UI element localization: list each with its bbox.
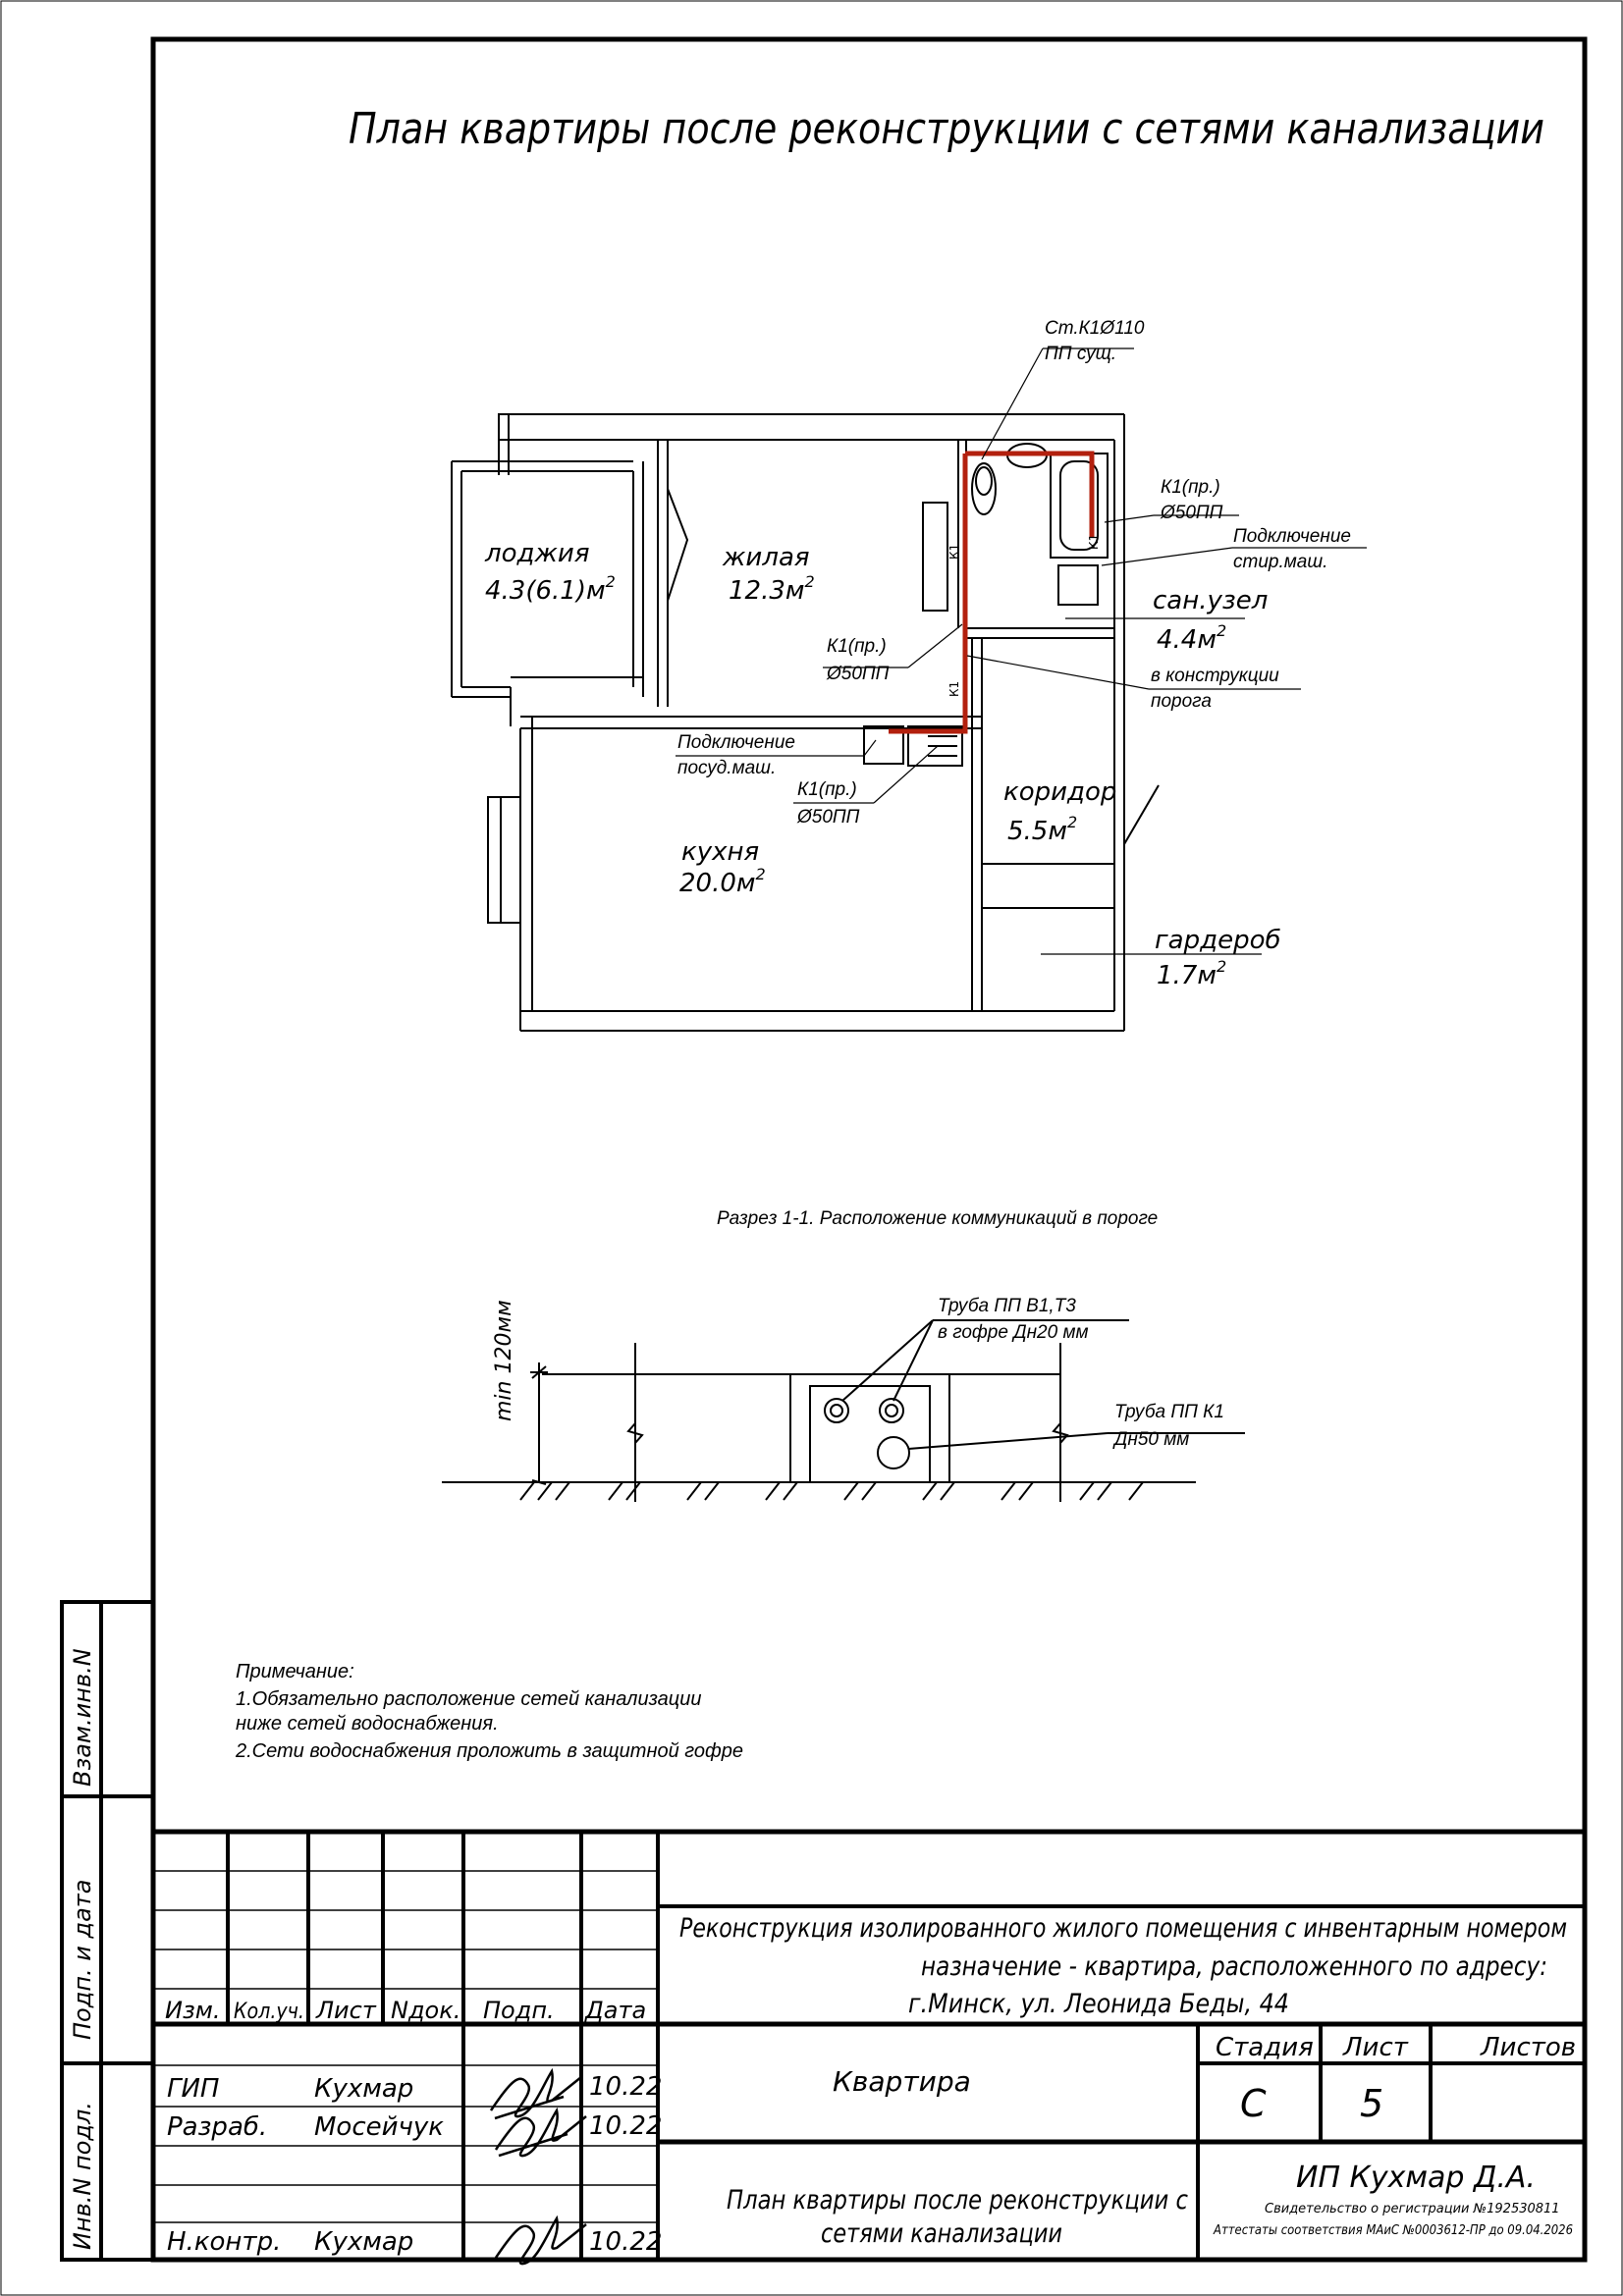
callout-k1-bath-l2: Ø50ПП [1161,503,1223,523]
pipe-tag: К1 [1087,533,1101,550]
room-wardrobe-name: гардероб [1155,926,1281,955]
tb-org: ИП Кухмар Д.А. [1296,2161,1536,2195]
room-kitchen-name: кухня [681,837,760,867]
tb-drawing-l1: План квартиры после реконструкции с [727,2185,1189,2216]
water-pipe-label: Труба ПП В1,Т3 [938,1296,1076,1316]
room-bath-name: сан.узел [1153,586,1269,615]
tb-row2-name: Мосейчук [314,2112,444,2142]
sewer-pipe-label: Труба ПП К1 [1114,1402,1224,1422]
tb-row2-role: Разраб. [167,2112,268,2142]
tb-row1-role: ГИП [167,2074,220,2104]
sewer-pipe [965,454,1092,538]
tb-hdr-podp: Подп. [483,1997,555,2024]
room-living-name: жилая [723,543,810,572]
tb-row2-date: 10.22 [589,2111,663,2141]
tb-org-l2: Свидетельство о регистрации №192530811 [1265,2202,1560,2216]
tb-hdr-list: Лист [316,1997,376,2024]
pipe-tag: К1 [947,680,961,697]
room-bath-area: $4.4м^2$ [1157,621,1227,655]
callout-dishwasher-l2: посуд.маш. [677,758,777,778]
tb-hdr-ndok: Nдок. [391,1997,461,2024]
tb-sheet: 5 [1360,2082,1384,2125]
tb-project-l1: Реконструкция изолированного жилого помещения с инвентарным номером [679,1913,1567,1944]
callout-riser: Ст.К1Ø110 [1045,318,1145,339]
callout-riser-l2: ПП сущ. [1045,344,1117,364]
tb-row3-name: Кухмар [314,2227,414,2257]
callout-washer: Подключение [1233,526,1351,547]
room-corridor-area: $5.5м^2$ [1007,813,1078,846]
callout-threshold: в конструкции [1151,666,1279,686]
notes-heading: Примечание: [236,1661,354,1682]
tb-project-l3: г.Минск, ул. Леонида Беды, 44 [908,1989,1289,2019]
pipe-tag: К1 [947,543,961,560]
callout-k1-mid-l2: Ø50ПП [827,664,890,684]
callout-washer-l2: стир.маш. [1233,552,1328,572]
callout-k1-kitchen: К1(пр.) [797,779,857,800]
callout-k1-mid: К1(пр.) [827,636,887,657]
floor-plan [452,318,1367,1031]
notes-line: ниже сетей водоснабжения. [236,1713,499,1735]
tb-project-l2: назначение - квартира, расположенного по адресу: [921,1951,1547,1982]
tb-stage: С [1240,2082,1267,2125]
tb-hdr-koluch: Кол.уч. [234,2000,304,2024]
stamp-inv: Инв.N подл. [69,2102,96,2250]
tb-hdr-data: Дата [585,1997,647,2024]
tb-hdr-izm: Изм. [165,1997,221,2024]
stamp-podp: Подп. и дата [69,1879,96,2040]
room-wardrobe-area: $1.7м^2$ [1157,957,1227,990]
section-1-1 [442,1208,1245,1502]
tb-drawing-l2: сетями канализации [821,2218,1062,2249]
notes-line: 1.Обязательно расположение сетей канализации [236,1688,702,1710]
room-corridor-name: коридор [1003,777,1117,807]
sewer-pipe-label-l2: Дн50 мм [1114,1429,1190,1450]
tb-row3-date: 10.22 [589,2227,663,2257]
callout-k1-kitchen-l2: Ø50ПП [797,807,860,828]
tb-row1-name: Кухмар [314,2074,414,2104]
callout-k1-bath: К1(пр.) [1161,477,1220,498]
tb-hdr-stage: Стадия [1216,2033,1314,2062]
water-pipe-label-l2: в гофре Дн20 мм [938,1322,1089,1343]
notes [235,1661,743,1762]
signature [491,2071,586,2264]
drawing-title: План квартиры после реконструкции с сетями канализации [349,104,1544,154]
room-loggia-area: $4.3(6.1)м^2$ [485,572,616,606]
callout-dishwasher: Подключение [677,732,795,753]
tb-object: Квартира [833,2065,971,2098]
section-title: Разрез 1-1. Расположение коммуникаций в пороге [717,1208,1159,1229]
room-living-area: $12.3м^2$ [729,572,815,606]
notes-line: 2.Сети водоснабжения проложить в защитной гофре [236,1740,743,1762]
room-loggia-name: лоджия [485,539,590,568]
walls [452,414,1159,1031]
dimension-label: min 120мм [492,1300,516,1421]
callout-threshold-l2: порога [1151,691,1212,712]
tb-hdr-sheet: Лист [1343,2033,1408,2062]
tb-hdr-sheets: Листов [1481,2033,1577,2062]
tb-row3-role: Н.контр. [167,2227,282,2257]
stamp-vzam: Взам.инв.N [69,1648,96,1787]
room-kitchen-area: $20.0м^2$ [679,865,766,898]
tb-org-l3: Аттестаты соответствия МАиС №0003612-ПР до 09.04.2026 [1213,2223,1573,2238]
tb-row1-date: 10.22 [589,2072,663,2102]
